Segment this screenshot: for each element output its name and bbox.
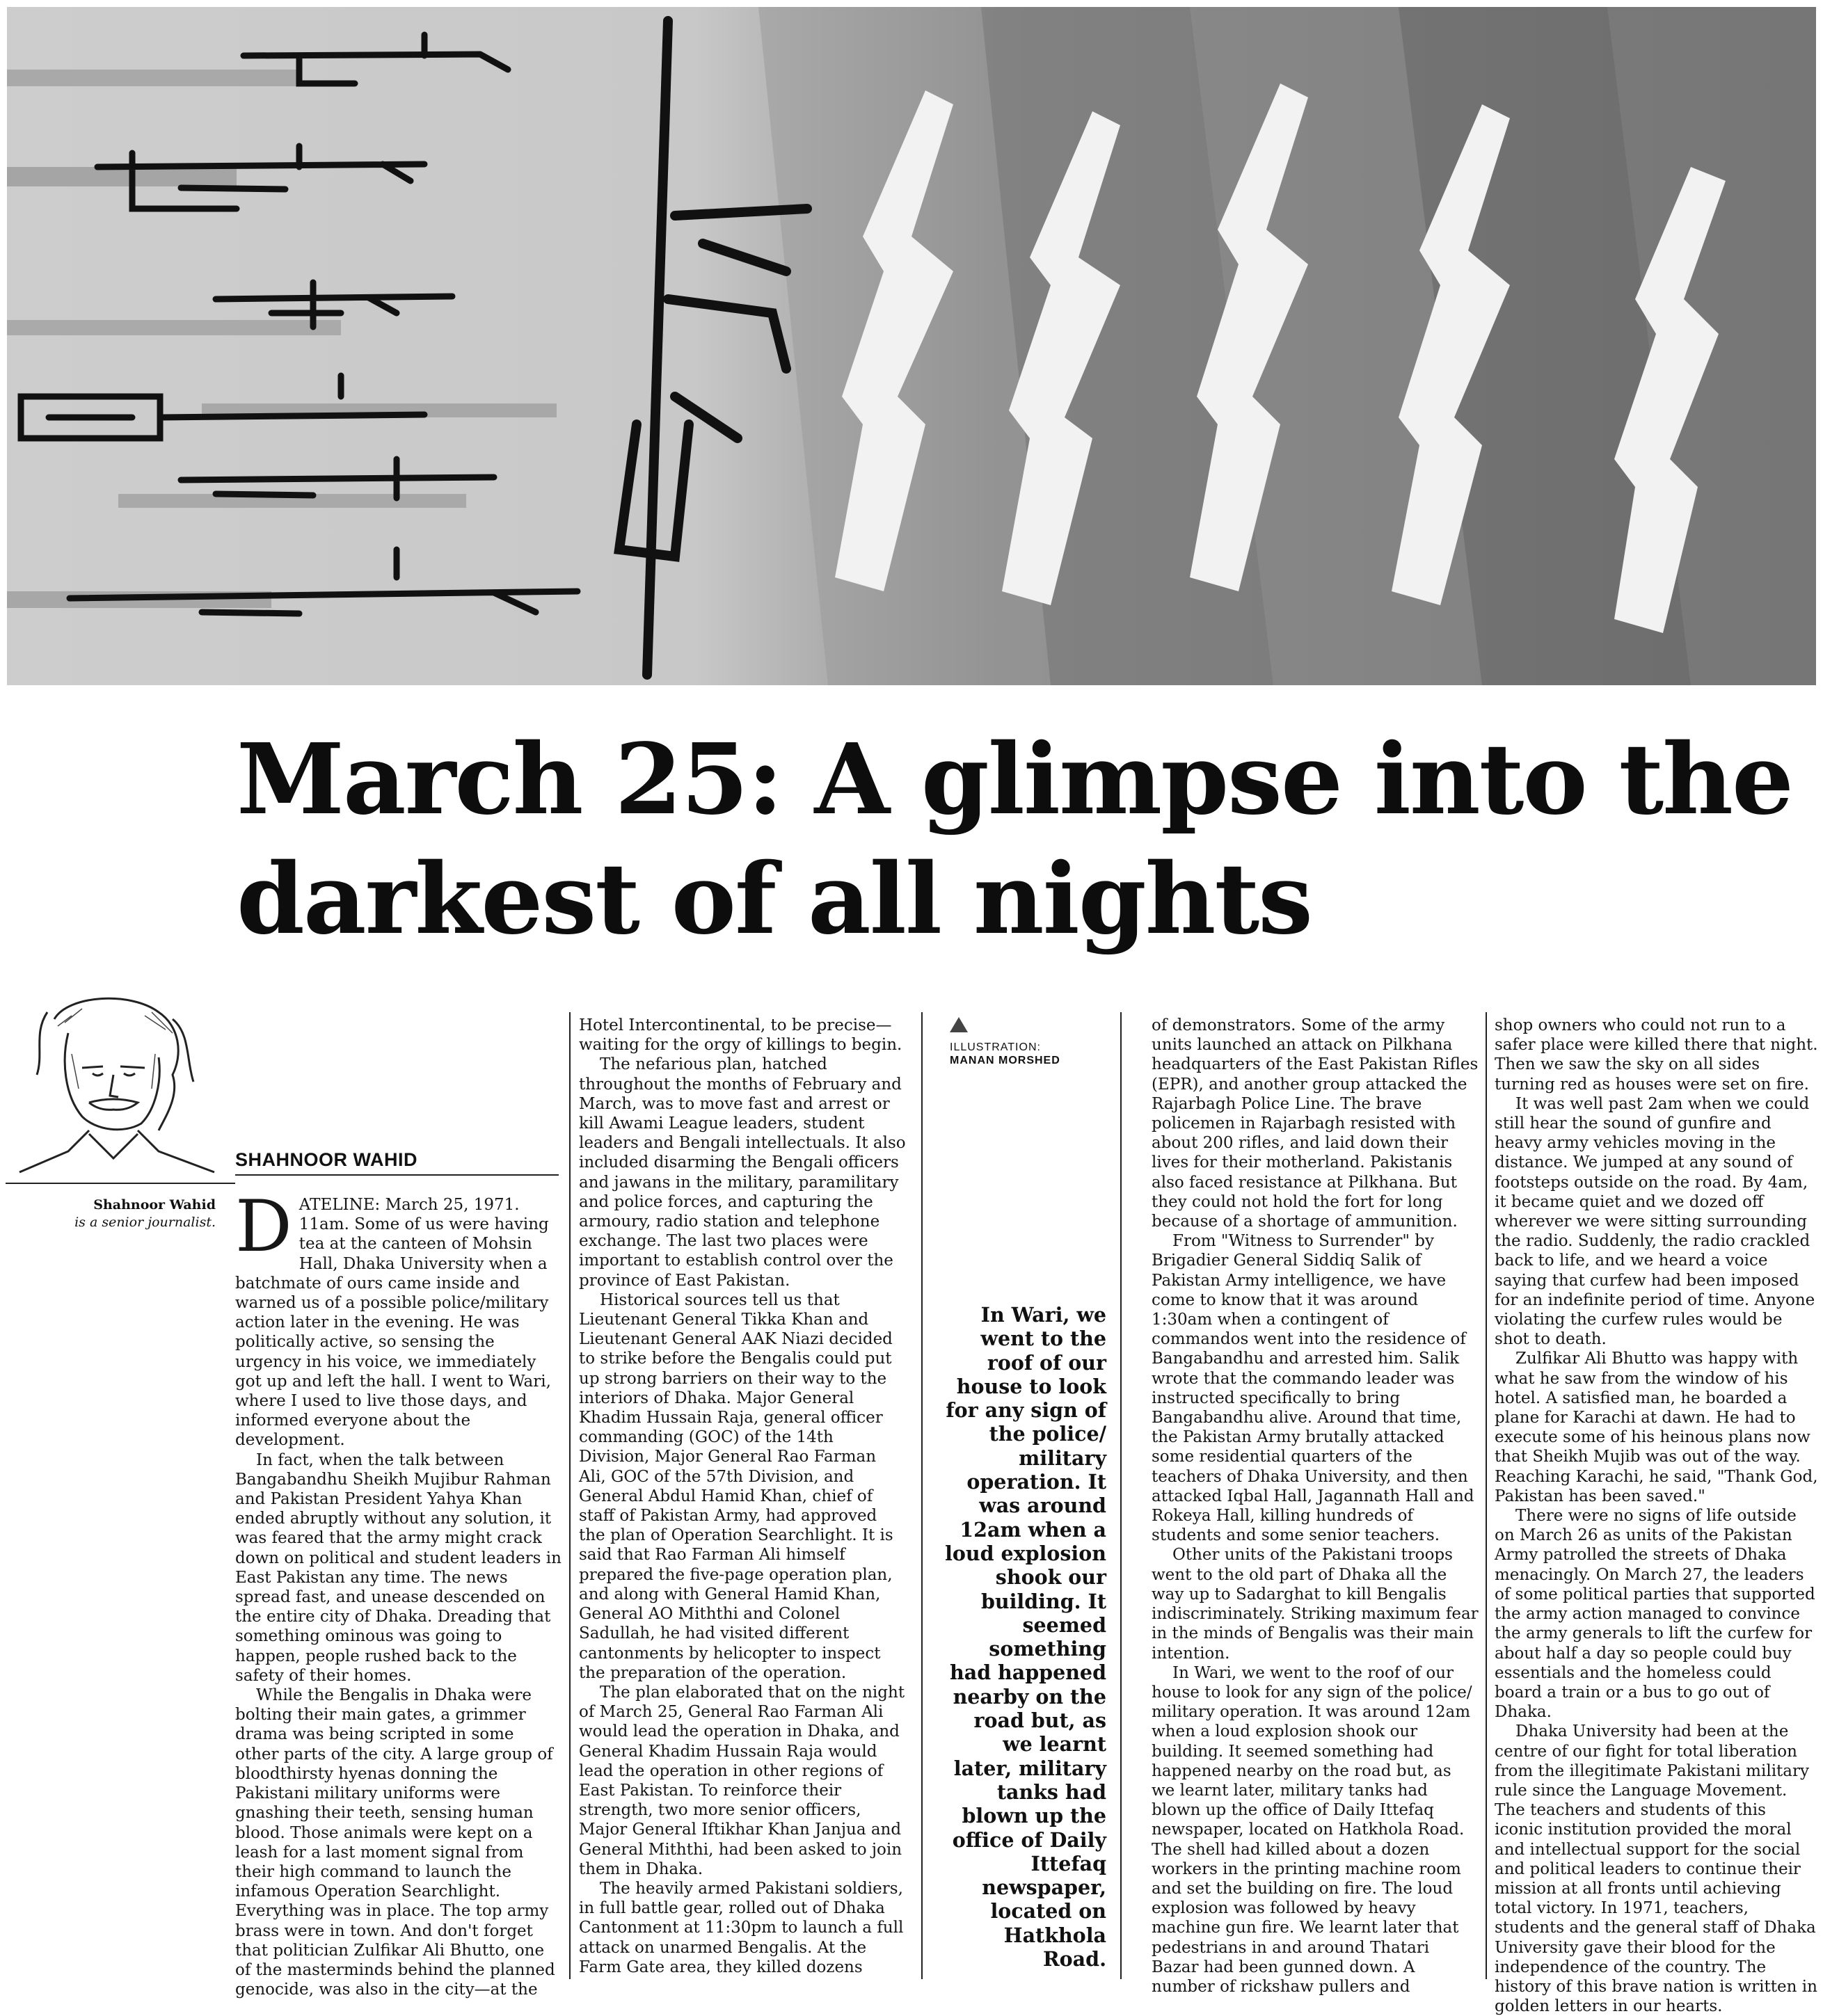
paragraph: The heavily armed Pakistani soldiers, in full battle gear, rolled out of Dhaka Cantonment at 11:30pm to launch a full attack on unarmed Bengalis. At the Farm Gate area, they killed dozens (579, 1879, 904, 1976)
headline: March 25: A glimpse into the darkest of all nights (237, 723, 1793, 957)
column-divider (1486, 1012, 1487, 1979)
paragraph: In fact, when the talk between Bangabandhu Sheikh Mujibur Rahman and Pakistan President Yahya Khan ended abruptly without any solution, it was feared that the army might crack down on political and student leaders in East Pakistan any time. The news spread fast, and unease descended on the entire city of Dhaka. Dreading that something ominous was going to happen, people rushed back to the safety of their homes. (235, 1450, 562, 1685)
paragraph: From "Witness to Surrender" by Brigadier General Siddiq Salik of Pakistan Army intelligence, we have come to know that it was around 1:30am when a contingent of commandos went into the residence of Bangabandhu and arrested him. Salik wrote that the commando leader was instructed specifically to bring Bangabandhu alive. Around that time, the Pakistan Army brutally attacked some residential quarters of the teachers of Dhaka University, and then attacked Iqbal Hall, Jagannath Hall and Rokeya Hall, killing hundreds of students and some senior teachers. (1152, 1232, 1474, 1545)
article-column-2 (579, 1016, 906, 1976)
paragraph: Other units of the Pakistani troops went to the old part of Dhaka all the way up to Sadarghat to kill Bengalis indiscriminately. Striking maximum fear in the minds of Bengalis was their main intention. (1152, 1546, 1479, 1663)
column-divider (1120, 1012, 1122, 1979)
paragraph: Zulfikar Ali Bhutto was happy with what he saw from the window of his hotel. A satisfied man, he boarded a plane for Karachi at dawn. He had to execute some of his heinous plans now that Sheikh Mujib was out of the way. Reaching Karachi, he said, "Thank God, Pakistan has been saved." (1495, 1350, 1818, 1505)
article-column-4 (1495, 1016, 1818, 2016)
author-name: Shahnoor Wahid (93, 1197, 216, 1213)
column-divider (921, 1012, 923, 1979)
byline: SHAHNOOR WAHID (235, 1149, 559, 1176)
article-column-1 (235, 1185, 562, 1999)
paragraph: shop owners who could not run to a safer place were killed there that night. Then we saw the sky on all sides turning red as houses were set on fire. (1495, 1016, 1818, 1094)
author-box-rule (6, 1183, 235, 1184)
paragraph: In Wari, we went to the roof of our house to look for any sign of the police/ military operation. It was around 12am when a loud explosion shook our building. It seemed something had happened nearby on the road but, as we learnt later, military tanks had blown up the office of Daily Ittefaq newspaper, located on Hatkhola Road. The shell had killed about a dozen workers in the printing machine room and set the building on fire. The loud explosion was followed by heavy machine gun fire. We learnt later that pedestrians in and around Thatari Bazar had been gunned down. A number of rickshaw pullers and (1152, 1663, 1472, 1996)
author-description: is a senior journalist. (74, 1215, 216, 1230)
credit-label: ILLUSTRATION: (950, 1041, 1041, 1053)
drop-cap: D (235, 1185, 292, 1268)
column-divider (569, 1012, 571, 1979)
paragraph: The plan elaborated that on the night of March 25, General Rao Farman Ali would lead the operation in Dhaka, and General Khadim Hussain Raja would lead the operation in other regions of East Pakistan. To reinforce their strength, two more senior officers, Major General Iftikhar Khan Janjua and General Miththi, had been asked to join them in Dhaka. (579, 1683, 905, 1878)
illustration-credit (950, 1017, 1089, 1067)
author-portrait (6, 991, 225, 1179)
paragraph: Dhaka University had been at the centre of our fight for total liberation from the illegitimate Pakistani military rule since the Language Movement. The teachers and students of this iconic institution provided the moral and intellectual support for the social and political leaders to continue their mission at all fronts until achieving total victory. In 1971, teachers, students and the general staff of Dhaka University gave their blood for the independence of the country. The history of this brave nation is written in golden letters in our hearts. (1495, 1722, 1817, 2016)
paragraph: Hotel Intercontinental, to be precise—waiting for the orgy of killings to begin. (579, 1016, 902, 1055)
triangle-up-icon (950, 1017, 968, 1032)
pull-quote: In Wari, we went to the roof of our house to look for any sign of the police/ military operation. It was around 12am when a loud explosion shook our building. It seemed something had happened nearby on the road but, as we learnt later, military tanks had blown up the office of Daily Ittefaq newspaper, located on Hatkhola Road. (945, 1303, 1106, 1971)
paragraph: While the Bengalis in Dhaka were bolting their main gates, a grimmer drama was being scripted in some other parts of the city. A large group of bloodthirsty hyenas donning the Pakistani military uniforms were gnashing their teeth, sensing human blood. Those animals were kept on a leash for a last moment signal from their high command to launch the infamous Operation Searchlight. Everything was in place. The top army brass were in town. And don't forget that politician Zulfikar Ali Bhutto, one of the masterminds behind the planned genocide, was also in the city—at the (235, 1686, 555, 1999)
rifles-illustration (7, 7, 1816, 685)
paragraph: The nefarious plan, hatched throughout the months of February and March, was to move fast and arrest or kill Awami League leaders, student leaders and Bengali intellectuals. It also included disarming the Bengali officers and jawans in the military, paramilitary and police forces, and capturing the armoury, radio station and telephone exchange. The last two places were important to establish control over the province of East Pakistan. (579, 1055, 906, 1290)
paragraph: It was well past 2am when we could still hear the sound of gunfire and heavy army vehicles moving in the distance. We jumped at any sound of footsteps outside on the road. By 4am, it became quiet and we dozed off wherever we were sitting surrounding the radio. Suddenly, the radio crackled back to life, and we heard a voice saying that curfew had been imposed for an indefinite period of time. Anyone violating the curfew rules would be shot to death. (1495, 1094, 1815, 1349)
header-illustration (7, 7, 1816, 685)
article-column-3 (1152, 1016, 1479, 1996)
paragraph: of demonstrators. Some of the army units launched an attack on Pilkhana headquarters of the East Pakistan Rifles (EPR), and another group attacked the Rajarbagh Police Line. The brave policemen in Rajarbagh resisted with about 200 rifles, and laid down their lives for their motherland. Pakistanis also faced resistance at Pilkhana. But they could not hold the fort for long because of a shortage of ammunition. (1152, 1016, 1479, 1231)
credit-name: MANAN MORSHED (950, 1055, 1060, 1066)
paragraph: Historical sources tell us that Lieutenant General Tikka Khan and Lieutenant General AAK Niazi decided to strike before the Bengalis could put up strong barriers on their way to the interiors of Dhaka. Major General Khadim Hussain Raja, general officer commanding (GOC) of the 14th Division, Major General Rao Farman Ali, GOC of the 57th Division, and General Abdul Hamid Khan, chief of staff of Pakistan Army, had approved the plan of Operation Searchlight. It is said that Rao Farman Ali himself prepared the five-page operation plan, and along with General Hamid Khan, General AO Miththi and Colonel Sadullah, he had visited different cantonments by helicopter to inspect the preparation of the operation. (579, 1290, 893, 1682)
author-sketch (6, 991, 225, 1179)
paragraph: DATELINE: March 25, 1971. 11am. Some of us were having tea at the canteen of Mohsin Hall, Dhaka University when a batchmate of ours came inside and warned us of a possible police/military action later in the evening. He was politically active, so sensing the urgency in his voice, we immediately got up and left the hall. I went to Wari, where I used to live those days, and informed everyone about the development. (235, 1185, 551, 1450)
paragraph: There were no signs of life outside on March 26 as units of the Pakistan Army patrolled the streets of Dhaka menacingly. On March 27, the leaders of some political parties that supported the army action managed to convince the army generals to lift the curfew for about half a day so people could buy essentials and the homeless could board a train or a bus to go out of Dhaka. (1495, 1507, 1815, 1722)
